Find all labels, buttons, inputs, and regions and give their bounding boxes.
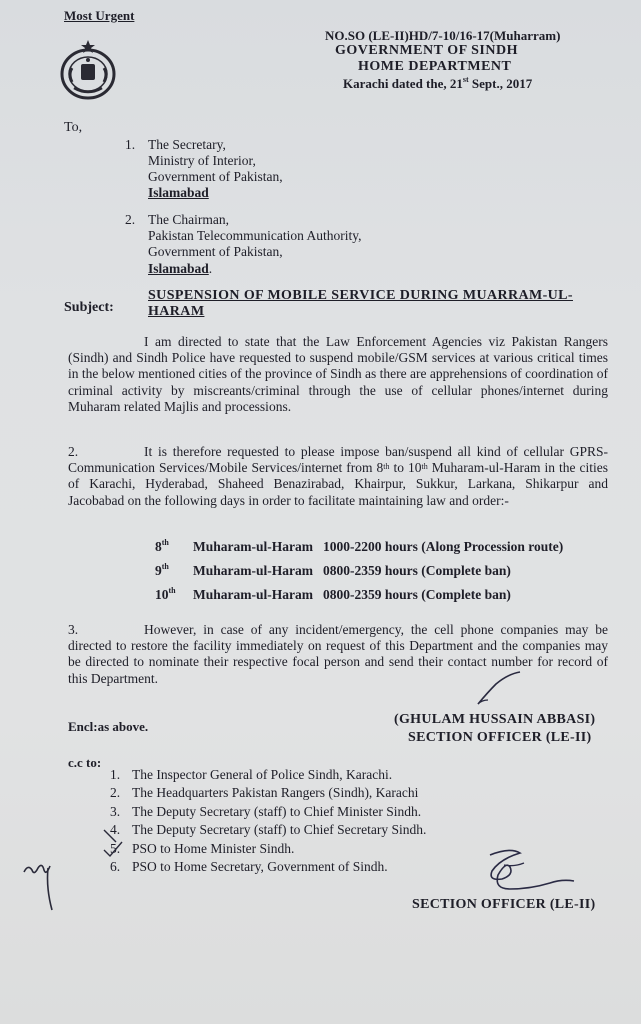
officer-signature [470,845,580,901]
date-line: Karachi dated the, 21st Sept., 2017 [343,75,533,91]
priority-label: Most Urgent [64,8,135,23]
list-item: 3. The Deputy Secretary (staff) to Chief Minister Sindh. [110,803,422,819]
signatory-name: (GHULAM HUSSAIN ABBASI) [394,712,596,727]
schedule-row [155,559,563,583]
schedule-event: Muharam-ul-Haram [193,563,313,578]
recipient-1-number: 1. [125,137,136,152]
recipient-1-line-2: Ministry of Interior, [148,153,256,168]
reference-number: NO.SO (LE-II)HD/7-10/16-17(Muharram) [325,28,561,43]
list-item: 5. PSO to Home Minister Sindh. [110,840,295,856]
paragraph-2-number: 2. [68,444,79,459]
paragraph-2: It is therefore requested to please impose ban/suspend all kind of cellular GPRS-Communication Services/Mobile Services/internet from 8th to 10th Muharam-ul-Haram in the cities of Karachi, Hyderabad, Shaheed Benazirabad, Khairpur, Sukkur, Larkana, Shikarpur and Jacobabad on the following days in order to facilitate maintaining law and order:- [68,444,608,508]
signatory-title: SECTION OFFICER (LE-II) [408,730,592,745]
list-item: 4. The Deputy Secretary (staff) to Chief Secretary Sindh. [110,822,427,838]
schedule-event: Muharam-ul-Haram [193,587,313,602]
government-seal-logo [58,38,118,100]
schedule-day: 8th [155,538,169,554]
subject-line-2: HARAM [148,304,205,319]
recipient-2-city-line: Islamabad. [148,261,213,276]
paragraph-1: I am directed to state that the Law Enforcement Agencies viz Pakistan Rangers (Sindh) and Sindh Police have requested to suspend mobile/GSM services at various critical times in the below mentioned cities of the province of Sindh as there are apprehensions of coordination of criminal activity by miscreants/criminal through the use of cellular phones/internet during Muharam related Majlis and processions. [68,334,608,414]
ban-schedule-table [155,535,563,607]
schedule-row [155,583,563,607]
schedule-event: Muharam-ul-Haram [193,539,313,554]
org-department: HOME DEPARTMENT [358,59,512,74]
handwritten-tick-marks [100,820,130,860]
list-item: 2. The Headquarters Pakistan Rangers (Sindh), Karachi [110,785,419,801]
schedule-time: 1000-2200 hours (Along Procession route) [323,539,564,554]
paragraph-3-number: 3. [68,622,79,637]
footer-signatory-title: SECTION OFFICER (LE-II) [412,897,596,912]
enclosure-note: Encl:as above. [68,719,149,734]
recipient-2-line-2: Pakistan Telecommunication Authority, [148,228,362,243]
cc-list [110,767,426,877]
paragraph-3: However, in case of any incident/emergency, the cell phone companies may be directed to restore the facility immediately on request of this Department and the companies may be directed to nominate their respective focal person and send their contact number for record of this Department. [68,622,608,686]
list-item: 1. The Inspector General of Police Sindh, Karachi. [110,767,393,782]
list-item: 6. PSO to Home Secretary, Government of Sindh. [110,858,388,874]
recipient-2-line-3: Government of Pakistan, [148,244,283,259]
handwritten-initials [18,858,62,918]
recipient-1-city: Islamabad [148,185,209,200]
recipient-2-line-1: The Chairman, [148,212,229,227]
schedule-time: 0800-2359 hours (Complete ban) [323,587,511,602]
subject-line-1: SUSPENSION OF MOBILE SERVICE DURING MUARRAM-UL- [148,288,573,303]
signature-mark [474,670,534,710]
schedule-time: 0800-2359 hours (Complete ban) [323,563,511,578]
recipient-1-line-3: Government of Pakistan, [148,169,283,184]
schedule-row [155,535,563,559]
recipient-1-line-1: The Secretary, [148,137,226,152]
cc-label: c.c to: [68,755,102,770]
to-label: To, [64,120,83,135]
schedule-day: 9th [155,562,169,578]
recipient-2-number: 2. [125,212,136,227]
subject-label: Subject: [64,300,114,315]
org-government: GOVERNMENT OF SINDH [335,43,518,58]
schedule-day: 10th [155,586,176,602]
